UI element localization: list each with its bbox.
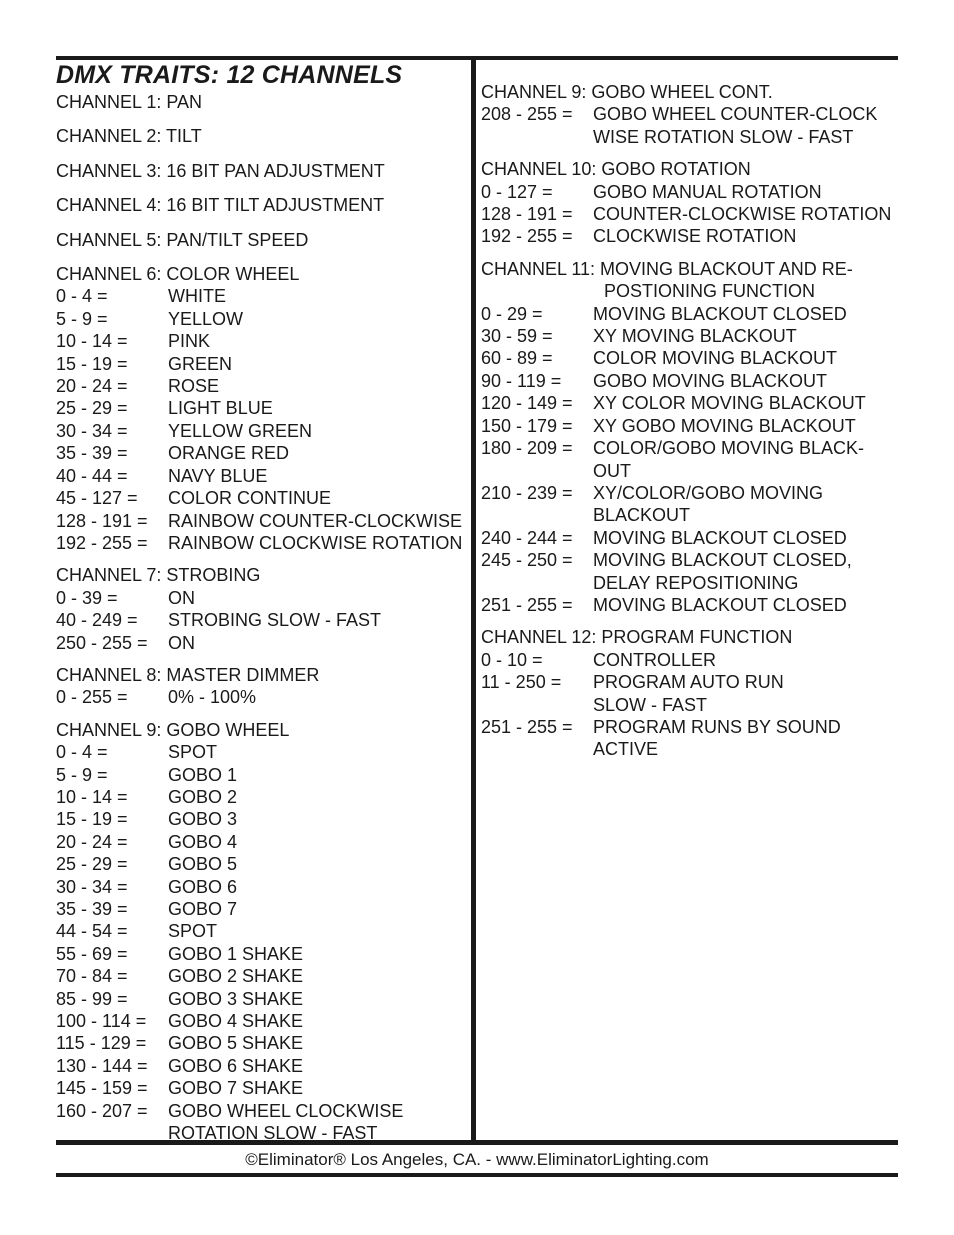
- dmx-value-row: [481, 437, 896, 459]
- dmx-range: [481, 504, 593, 526]
- dmx-range: 160 - 207 =: [56, 1100, 148, 1121]
- dmx-function: 0% - 100%: [168, 687, 257, 708]
- dmx-value-row: [56, 988, 470, 1010]
- dmx-range: 120 - 149 =: [481, 393, 573, 414]
- dmx-range: 5 - 9 =: [56, 764, 108, 785]
- dmx-function: GOBO 1: [168, 764, 238, 785]
- left-channel-sections: [56, 263, 470, 1144]
- dmx-function: GOBO 6: [168, 876, 238, 897]
- dmx-range: 35 - 39 =: [56, 443, 128, 464]
- dmx-function: SPOT: [168, 742, 218, 763]
- dmx-value-row: [481, 549, 896, 571]
- channel-header-text: CHANNEL 8: MASTER DIMMER: [56, 664, 320, 685]
- channel-section: [481, 158, 896, 248]
- dmx-value-row: [481, 671, 896, 693]
- dmx-range: 15 - 19 =: [56, 353, 128, 374]
- right-channel-sections: [481, 81, 896, 761]
- footer-credit: ©Eliminator® Los Angeles, CA. - www.EliminatorLighting.com: [245, 1150, 709, 1169]
- dmx-function: PINK: [168, 331, 211, 352]
- dmx-function: COLOR/GOBO MOVING BLACK-: [593, 438, 865, 459]
- dmx-value-row: [481, 103, 896, 125]
- dmx-range: [481, 460, 593, 482]
- dmx-value-row: [481, 225, 896, 247]
- channel-section: [481, 626, 896, 760]
- dmx-range: 20 - 24 =: [56, 831, 128, 852]
- dmx-function: GOBO 3 SHAKE: [168, 988, 304, 1009]
- channel-header: [481, 158, 896, 180]
- dmx-range: 90 - 119 =: [481, 370, 562, 391]
- channel-header-text: CHANNEL 10: GOBO ROTATION: [481, 159, 751, 180]
- dmx-range: [481, 572, 593, 594]
- dmx-value-row: [56, 943, 470, 965]
- dmx-range: 40 - 249 =: [56, 610, 138, 631]
- dmx-function: CONTROLLER: [593, 649, 717, 670]
- dmx-range: 0 - 10 =: [481, 649, 543, 670]
- dmx-value-row: [56, 285, 470, 307]
- dmx-function: YELLOW: [168, 308, 244, 329]
- dmx-range: 251 - 255 =: [481, 594, 573, 615]
- dmx-range: 60 - 89 =: [481, 348, 553, 369]
- dmx-function: GOBO MANUAL ROTATION: [593, 181, 822, 202]
- page-title: DMX TRAITS: 12 CHANNELS: [56, 61, 403, 89]
- dmx-range: 0 - 4 =: [56, 742, 108, 763]
- dmx-function: WHITE: [168, 286, 226, 307]
- dmx-range: 30 - 59 =: [481, 326, 553, 347]
- dmx-value-row: [56, 609, 470, 631]
- dmx-value-row: [481, 392, 896, 414]
- dmx-range: 45 - 127 =: [56, 488, 138, 509]
- dmx-function: GOBO 4: [168, 831, 238, 852]
- dmx-range: [56, 1122, 168, 1144]
- dmx-value-row: [481, 325, 896, 347]
- dmx-range: 251 - 255 =: [481, 716, 573, 737]
- dmx-function: YELLOW GREEN: [168, 420, 313, 441]
- dmx-range: 100 - 114 =: [56, 1011, 147, 1032]
- dmx-function: CLOCKWISE ROTATION: [593, 226, 797, 247]
- dmx-value-row: [481, 370, 896, 392]
- dmx-range: 130 - 144 =: [56, 1055, 148, 1076]
- dmx-range: 128 - 191 =: [56, 510, 148, 531]
- dmx-function: XY/COLOR/GOBO MOVING: [593, 482, 824, 503]
- dmx-value-row: [481, 181, 896, 203]
- dmx-range: 30 - 34 =: [56, 876, 128, 897]
- dmx-range: 85 - 99 =: [56, 988, 128, 1009]
- dmx-value-row: [56, 1077, 470, 1099]
- dmx-function: GOBO 6 SHAKE: [168, 1055, 304, 1076]
- channel-header: CHANNEL 1: PAN: [56, 92, 203, 112]
- dmx-function: GREEN: [168, 353, 233, 374]
- dmx-function: MOVING BLACKOUT CLOSED,: [593, 550, 852, 571]
- dmx-range: 0 - 39 =: [56, 587, 118, 608]
- dmx-value-row: [56, 764, 470, 786]
- dmx-function: ON: [168, 587, 195, 608]
- dmx-function: STROBING SLOW - FAST: [168, 610, 382, 631]
- dmx-value-row: [56, 330, 470, 352]
- dmx-value-row: [481, 649, 896, 671]
- dmx-range: 208 - 255 =: [481, 104, 573, 125]
- dmx-range: 245 - 250 =: [481, 550, 573, 571]
- dmx-range: 5 - 9 =: [56, 308, 108, 329]
- dmx-value-row: [481, 203, 896, 225]
- dmx-range: 0 - 255 =: [56, 687, 128, 708]
- channel-section: [481, 81, 896, 148]
- dmx-function: XY MOVING BLACKOUT: [593, 326, 797, 347]
- dmx-range: 128 - 191 =: [481, 204, 573, 225]
- dmx-value-row: [56, 786, 470, 808]
- dmx-value-row: [56, 532, 470, 554]
- dmx-value-row: [56, 487, 470, 509]
- dmx-value-row: [481, 527, 896, 549]
- dmx-value-row: [481, 482, 896, 504]
- channel-header-text: CHANNEL 12: PROGRAM FUNCTION: [481, 627, 793, 648]
- dmx-value-row: [56, 1010, 470, 1032]
- dmx-function: GOBO WHEEL COUNTER-CLOCK: [593, 104, 878, 125]
- dmx-function: ORANGE RED: [168, 443, 290, 464]
- dmx-range: 70 - 84 =: [56, 966, 128, 987]
- dmx-value-row: [56, 920, 470, 942]
- dmx-range: 192 - 255 =: [56, 532, 148, 553]
- dmx-value-row: [481, 460, 896, 482]
- channel-header: [481, 626, 896, 648]
- dmx-range: 115 - 129 =: [56, 1033, 147, 1054]
- dmx-range: 0 - 127 =: [481, 181, 553, 202]
- dmx-value-row: [481, 694, 896, 716]
- dmx-function: WISE ROTATION SLOW - FAST: [593, 126, 854, 147]
- dmx-range: 145 - 159 =: [56, 1078, 148, 1099]
- dmx-range: 180 - 209 =: [481, 438, 573, 459]
- dmx-value-row: [56, 898, 470, 920]
- channel-header: [56, 719, 470, 741]
- simple-channel-list: [56, 91, 470, 251]
- dmx-range: 10 - 14 =: [56, 331, 128, 352]
- dmx-function: MOVING BLACKOUT CLOSED: [593, 303, 847, 324]
- channel-section: [56, 564, 470, 654]
- dmx-value-row: [481, 504, 896, 526]
- dmx-function: GOBO 1 SHAKE: [168, 943, 304, 964]
- dmx-value-row: [56, 510, 470, 532]
- channel-header: [481, 258, 896, 303]
- dmx-range: 55 - 69 =: [56, 943, 128, 964]
- left-column: [56, 62, 470, 1154]
- dmx-function: SPOT: [168, 921, 218, 942]
- dmx-value-row: [56, 308, 470, 330]
- channel-header: [481, 81, 896, 103]
- channel-header: [56, 564, 470, 586]
- dmx-function: SLOW - FAST: [593, 694, 708, 715]
- dmx-function: XY GOBO MOVING BLACKOUT: [593, 415, 856, 436]
- dmx-value-row: [481, 572, 896, 594]
- dmx-value-row: [56, 1032, 470, 1054]
- dmx-value-row: [56, 686, 470, 708]
- dmx-range: 40 - 44 =: [56, 465, 128, 486]
- dmx-function: LIGHT BLUE: [168, 398, 273, 419]
- dmx-value-row: [481, 415, 896, 437]
- dmx-function: BLACKOUT: [593, 505, 691, 526]
- dmx-range: [481, 738, 593, 760]
- dmx-function: ACTIVE: [593, 739, 659, 760]
- dmx-range: 192 - 255 =: [481, 226, 573, 247]
- channel-header: CHANNEL 4: 16 BIT TILT ADJUSTMENT: [56, 195, 385, 216]
- dmx-range: 35 - 39 =: [56, 899, 128, 919]
- dmx-value-row: [56, 808, 470, 830]
- dmx-function: OUT: [593, 460, 631, 481]
- column-divider: [471, 58, 476, 1144]
- top-rule: [56, 56, 898, 60]
- dmx-function: ROSE: [168, 376, 220, 397]
- dmx-value-row: [481, 594, 896, 616]
- dmx-value-row: [56, 375, 470, 397]
- dmx-function: ON: [168, 632, 195, 653]
- dmx-range: 250 - 255 =: [56, 632, 148, 653]
- dmx-range: 240 - 244 =: [481, 527, 573, 548]
- dmx-function: COLOR CONTINUE: [168, 488, 332, 509]
- dmx-value-row: [56, 465, 470, 487]
- channel-header-text: CHANNEL 7: STROBING: [56, 565, 261, 586]
- channel-section: [56, 263, 470, 554]
- dmx-function: GOBO 2 SHAKE: [168, 966, 304, 987]
- dmx-value-row: [56, 741, 470, 763]
- dmx-function: PROGRAM RUNS BY SOUND: [593, 716, 841, 737]
- dmx-range: 11 - 250 =: [481, 672, 562, 693]
- dmx-value-row: [56, 1122, 470, 1144]
- dmx-range: 44 - 54 =: [56, 921, 128, 942]
- dmx-function: RAINBOW COUNTER-CLOCKWISE: [168, 510, 463, 531]
- dmx-range: 20 - 24 =: [56, 376, 128, 397]
- footer-rule: [56, 1173, 898, 1177]
- right-column: [481, 81, 896, 771]
- dmx-range: 0 - 29 =: [481, 303, 543, 324]
- dmx-value-row: [481, 716, 896, 738]
- dmx-value-row: [56, 442, 470, 464]
- channel-header-text: CHANNEL 9: GOBO WHEEL: [56, 719, 290, 740]
- dmx-value-row: [481, 303, 896, 325]
- dmx-value-row: [481, 738, 896, 760]
- channel-header: CHANNEL 5: PAN/TILT SPEED: [56, 229, 309, 250]
- dmx-function: COLOR MOVING BLACKOUT: [593, 348, 838, 369]
- channel-header: [56, 664, 470, 686]
- channel-section: [56, 664, 470, 709]
- dmx-value-row: [56, 397, 470, 419]
- dmx-value-row: [56, 1055, 470, 1077]
- channel-header-text: CHANNEL 6: COLOR WHEEL: [56, 264, 300, 285]
- dmx-function: MOVING BLACKOUT CLOSED: [593, 527, 847, 548]
- dmx-function: XY COLOR MOVING BLACKOUT: [593, 393, 866, 414]
- dmx-function: DELAY REPOSITIONING: [593, 572, 799, 593]
- dmx-value-row: [481, 126, 896, 148]
- dmx-function: COUNTER-CLOCKWISE ROTATION: [593, 204, 892, 225]
- dmx-range: 150 - 179 =: [481, 415, 573, 436]
- dmx-function: GOBO MOVING BLACKOUT: [593, 370, 828, 391]
- dmx-range: [481, 126, 593, 148]
- dmx-value-row: [56, 1100, 470, 1122]
- dmx-function: GOBO 3: [168, 809, 238, 830]
- dmx-function: ROTATION SLOW - FAST: [168, 1123, 378, 1144]
- dmx-value-row: [56, 853, 470, 875]
- dmx-function: NAVY BLUE: [168, 465, 268, 486]
- channel-header-text: CHANNEL 9: GOBO WHEEL CONT.: [481, 82, 773, 102]
- dmx-value-row: [56, 965, 470, 987]
- channel-header: CHANNEL 2: TILT: [56, 126, 202, 147]
- dmx-function: RAINBOW CLOCKWISE ROTATION: [168, 532, 463, 553]
- dmx-value-row: [56, 587, 470, 609]
- dmx-value-row: [481, 347, 896, 369]
- dmx-range: 25 - 29 =: [56, 854, 128, 875]
- dmx-range: 210 - 239 =: [481, 482, 573, 503]
- dmx-value-row: [56, 353, 470, 375]
- dmx-range: [481, 694, 593, 716]
- channel-section: [56, 719, 470, 1145]
- dmx-function: GOBO 2: [168, 786, 238, 807]
- channel-header: [56, 263, 470, 285]
- dmx-function: GOBO 5 SHAKE: [168, 1033, 304, 1054]
- dmx-function: GOBO 4 SHAKE: [168, 1011, 304, 1032]
- dmx-range: 30 - 34 =: [56, 420, 128, 441]
- dmx-range: 15 - 19 =: [56, 809, 128, 830]
- channel-header: CHANNEL 3: 16 BIT PAN ADJUSTMENT: [56, 160, 385, 181]
- dmx-value-row: [56, 831, 470, 853]
- dmx-range: 25 - 29 =: [56, 398, 128, 419]
- dmx-function: GOBO 7: [168, 899, 238, 919]
- dmx-function: MOVING BLACKOUT CLOSED: [593, 594, 847, 615]
- dmx-value-row: [56, 420, 470, 442]
- channel-header-continuation: POSTIONING FUNCTION: [604, 281, 815, 302]
- dmx-value-row: [56, 632, 470, 654]
- channel-section: [481, 258, 896, 617]
- dmx-value-row: [56, 876, 470, 898]
- dmx-range: 10 - 14 =: [56, 786, 128, 807]
- channel-header-text: CHANNEL 11: MOVING BLACKOUT AND RE-: [481, 258, 853, 279]
- dmx-function: GOBO 5: [168, 854, 238, 875]
- dmx-function: PROGRAM AUTO RUN: [593, 672, 784, 693]
- dmx-function: GOBO WHEEL CLOCKWISE: [168, 1100, 404, 1121]
- dmx-range: 0 - 4 =: [56, 286, 108, 307]
- dmx-function: GOBO 7 SHAKE: [168, 1078, 304, 1099]
